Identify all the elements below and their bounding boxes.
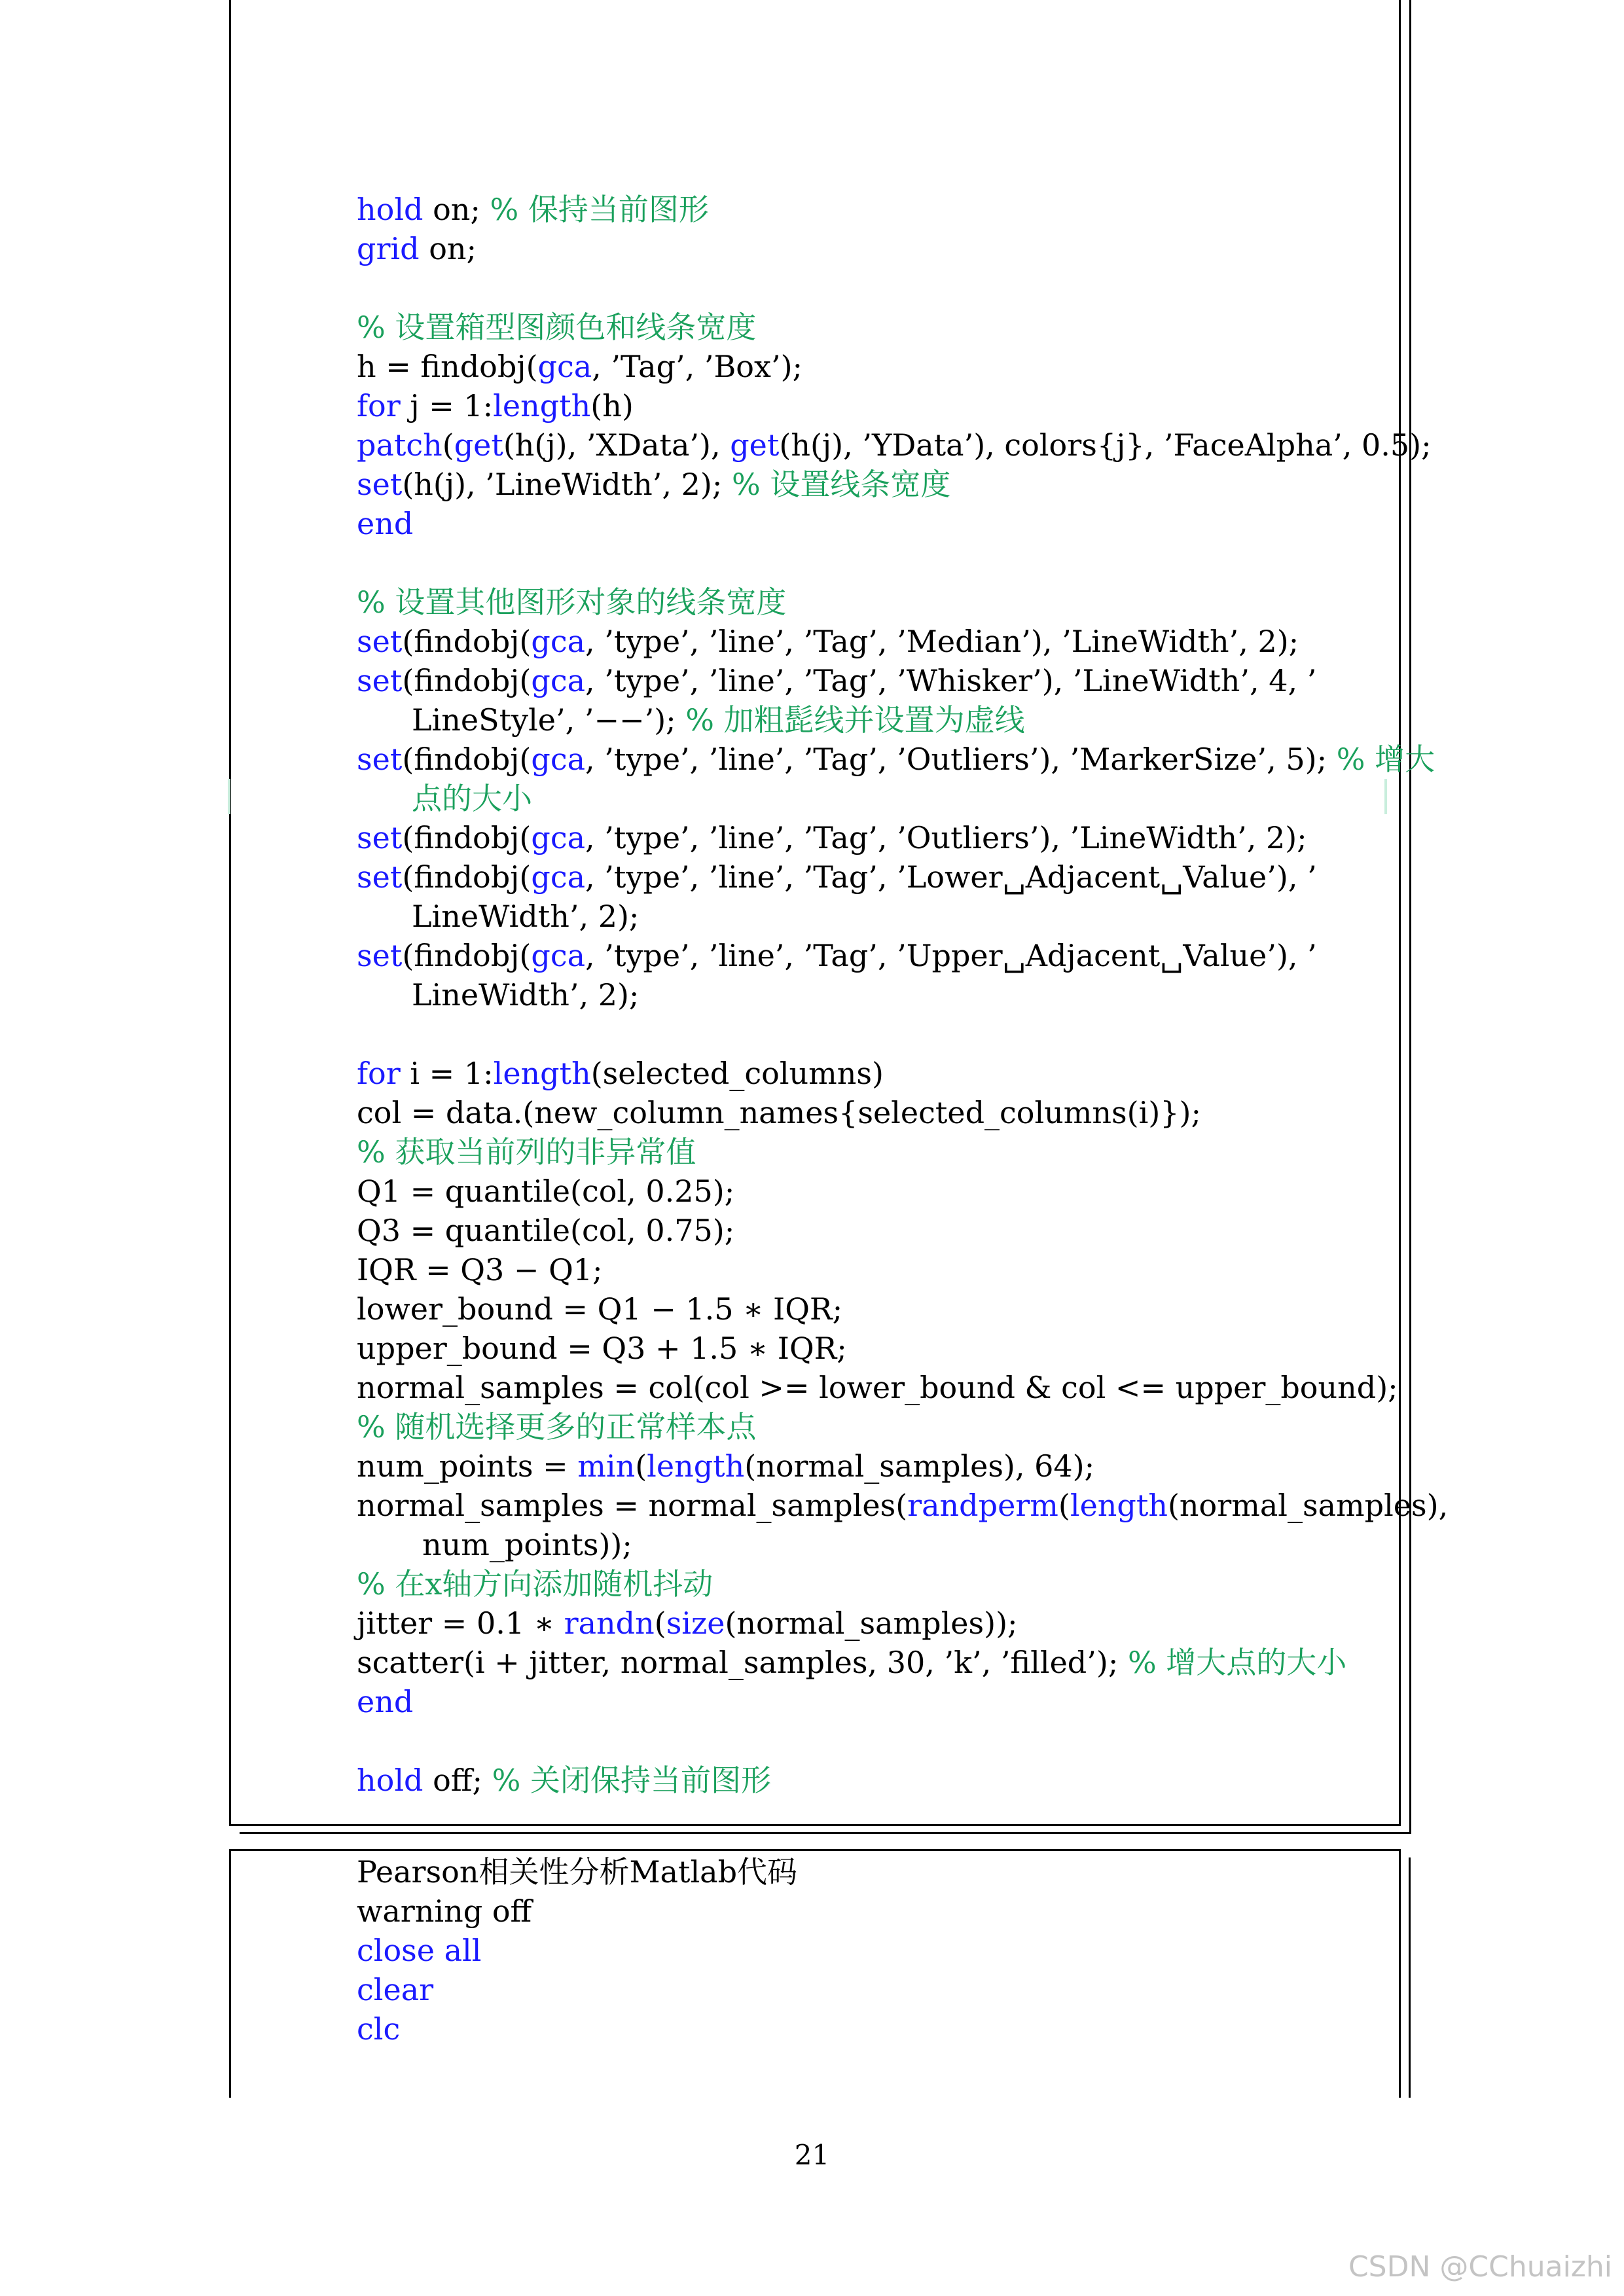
code-line <box>357 1054 1384 1093</box>
code-line <box>357 1852 1384 1892</box>
code-listing-pearson <box>357 1852 1384 2049</box>
code-line <box>357 1970 1384 2009</box>
margin-mark-right <box>1384 779 1387 814</box>
code-keyword: hold <box>357 192 424 227</box>
code-comment: % 设置线条宽度 <box>731 467 951 502</box>
code-text: on; <box>419 231 477 266</box>
code-line <box>357 857 1384 897</box>
code-comment: % 加粗髭线并设置为虚线 <box>685 702 1025 738</box>
code-line <box>357 1931 1384 1970</box>
code-listing-boxplot <box>357 190 1449 1800</box>
code-comment: 点的大小 <box>412 781 532 816</box>
code-text: (findobj( <box>402 820 532 855</box>
code-keyword: set <box>357 663 403 698</box>
code-keyword: get <box>454 427 503 463</box>
code-text: , ’type’, ’line’, ’Tag’, ’Lower␣Adjacent␣Value’), ’ <box>585 859 1317 895</box>
code-line <box>357 1132 1384 1172</box>
code-keyword: gca <box>531 663 586 698</box>
code-keyword: gca <box>531 859 586 895</box>
code-line <box>357 347 1384 386</box>
code-text: , ’type’, ’line’, ’Tag’, ’Outliers’), ’LineWidth’, 2); <box>585 820 1307 855</box>
blank-line <box>357 1721 1384 1761</box>
code-keyword: min <box>577 1448 636 1484</box>
code-comment: % 增大 <box>1336 742 1435 777</box>
code-text: lower_bound = Q1 − 1.5 ∗ IQR; <box>357 1291 843 1327</box>
code-line <box>357 465 1384 504</box>
code-keyword: gca <box>531 938 586 973</box>
code-text: (findobj( <box>402 742 532 777</box>
code-keyword: length <box>493 1056 591 1091</box>
code-line <box>357 1172 1384 1211</box>
code-keyword: hold <box>357 1763 424 1798</box>
code-text: (h(j), ’LineWidth’, 2); <box>402 467 732 502</box>
code-text: ( <box>654 1605 666 1641</box>
code-text: IQR = Q3 − Q1; <box>357 1252 603 1287</box>
code-keyword: gca <box>531 624 586 659</box>
code-text: num_points)); <box>422 1527 632 1562</box>
code-text: Q1 = quantile(col, 0.25); <box>357 1174 735 1209</box>
page-number: 21 <box>794 2139 830 2171</box>
code-line <box>357 818 1384 857</box>
code-text: LineStyle’, ’−−’); <box>412 702 686 738</box>
code-text: scatter(i + jitter, normal_samples, 30, ’k’, ’filled’); <box>357 1645 1128 1680</box>
code-keyword: set <box>357 624 403 659</box>
code-text: ( <box>1058 1488 1070 1523</box>
code-line <box>357 190 1384 229</box>
code-keyword: size <box>666 1605 725 1641</box>
code-comment: % 设置其他图形对象的线条宽度 <box>357 584 787 620</box>
code-keyword: end <box>357 1684 414 1719</box>
code-line <box>357 1525 1384 1564</box>
code-text: (h(j), ’YData’), colors{j}, ’FaceAlpha’, 0.5); <box>779 427 1432 463</box>
code-text: on; <box>423 192 490 227</box>
code-keyword: patch <box>357 427 442 463</box>
code-keyword: gca <box>537 349 592 384</box>
code-text: Q3 = quantile(col, 0.75); <box>357 1213 735 1248</box>
code-keyword: set <box>357 742 403 777</box>
code-text: ( <box>442 427 454 463</box>
code-comment: % 增大点的大小 <box>1127 1645 1347 1680</box>
code-text: , ’type’, ’line’, ’Tag’, ’Outliers’), ’MarkerSize’, 5); <box>585 742 1337 777</box>
code-text: normal_samples = normal_samples( <box>357 1488 908 1523</box>
code-line <box>357 1329 1384 1368</box>
code-keyword: set <box>357 859 403 895</box>
code-text: , ’Tag’, ’Box’); <box>592 349 803 384</box>
code-text: (findobj( <box>402 624 532 659</box>
code-line <box>357 936 1384 975</box>
code-keyword: randn <box>564 1605 655 1641</box>
code-comment: % 保持当前图形 <box>490 192 709 227</box>
code-keyword: grid <box>357 231 420 266</box>
code-text: (h(j), ’XData’), <box>503 427 731 463</box>
code-line <box>357 2009 1384 2049</box>
code-line <box>357 740 1435 779</box>
code-text: jitter = 0.1 ∗ <box>357 1605 564 1641</box>
code-text: LineWidth’, 2); <box>412 899 640 934</box>
code-comment: % 随机选择更多的正常样本点 <box>357 1409 757 1444</box>
code-keyword: clear <box>357 1972 434 2007</box>
code-text: (selected_columns) <box>590 1056 884 1091</box>
code-keyword: clc <box>357 2011 401 2047</box>
code-line <box>357 1643 1384 1682</box>
code-line <box>357 1486 1449 1525</box>
code-keyword: length <box>647 1448 745 1484</box>
code-line <box>357 975 1384 1014</box>
code-text: (normal_samples), <box>1167 1488 1449 1523</box>
code-comment: % 获取当前列的非异常值 <box>357 1134 696 1170</box>
code-text: off; <box>423 1763 492 1798</box>
code-line <box>357 700 1384 740</box>
code-line <box>357 661 1384 700</box>
code-keyword: length <box>1070 1488 1168 1523</box>
code-keyword: gca <box>531 820 586 855</box>
code-line <box>357 583 1384 622</box>
code-line <box>357 504 1384 543</box>
code-line <box>357 897 1384 936</box>
code-keyword: close all <box>357 1933 482 1968</box>
code-keyword: length <box>493 388 591 423</box>
code-line <box>357 1211 1384 1250</box>
code-text: , ’type’, ’line’, ’Tag’, ’Upper␣Adjacent␣Value’), ’ <box>585 938 1317 973</box>
code-text: (findobj( <box>402 859 532 895</box>
code-text: ( <box>635 1448 647 1484</box>
code-line <box>357 1604 1384 1643</box>
blank-line <box>357 543 1384 583</box>
code-line <box>357 229 1384 268</box>
code-text: j = 1: <box>400 388 494 423</box>
margin-mark-left <box>228 779 230 814</box>
code-comment: % 关闭保持当前图形 <box>492 1763 771 1798</box>
code-text: , ’type’, ’line’, ’Tag’, ’Median’), ’LineWidth’, 2); <box>585 624 1299 659</box>
code-text: (normal_samples), 64); <box>744 1448 1095 1484</box>
code-text: LineWidth’, 2); <box>412 977 640 1013</box>
code-text: warning off <box>357 1893 532 1929</box>
watermark: CSDN @CChuaizhi <box>1348 2250 1612 2284</box>
code-text: normal_samples = col(col >= lower_bound & col <= upper_bound); <box>357 1370 1398 1405</box>
code-line <box>357 622 1384 661</box>
code-keyword: set <box>357 938 403 973</box>
code-keyword: randperm <box>907 1488 1058 1523</box>
code-keyword: set <box>357 820 403 855</box>
code-line <box>357 1446 1384 1486</box>
code-text: (findobj( <box>402 938 532 973</box>
code-text: h = findobj( <box>357 349 538 384</box>
code-comment: % 设置箱型图颜色和线条宽度 <box>357 310 757 345</box>
code-line <box>357 779 1384 818</box>
code-line <box>357 1368 1398 1407</box>
code-line <box>357 1892 1384 1931</box>
code-line <box>357 1289 1384 1329</box>
listing-frame-2-shadow <box>1409 1857 1411 2098</box>
code-text: , ’type’, ’line’, ’Tag’, ’Whisker’), ’LineWidth’, 4, ’ <box>585 663 1317 698</box>
code-line <box>357 1564 1384 1604</box>
code-text: upper_bound = Q3 + 1.5 ∗ IQR; <box>357 1331 847 1366</box>
code-keyword: get <box>730 427 780 463</box>
code-keyword: for <box>357 388 401 423</box>
code-text: (findobj( <box>402 663 532 698</box>
code-text: (normal_samples)); <box>725 1605 1018 1641</box>
code-text: (h) <box>590 388 634 423</box>
blank-line <box>357 1014 1384 1054</box>
code-keyword: gca <box>531 742 586 777</box>
code-line <box>357 386 1384 425</box>
code-keyword: end <box>357 506 414 541</box>
code-line <box>357 1093 1384 1132</box>
code-text: col = data.(new_column_names{selected_columns(i)}); <box>357 1095 1201 1130</box>
code-line <box>357 1407 1384 1446</box>
code-keyword: for <box>357 1056 401 1091</box>
code-comment: % 在x轴方向添加随机抖动 <box>357 1566 713 1602</box>
code-text: Pearson相关性分析Matlab代码 <box>357 1854 798 1890</box>
code-line <box>357 1761 1384 1800</box>
code-line <box>357 1250 1384 1289</box>
code-text: i = 1: <box>400 1056 494 1091</box>
code-line <box>357 1682 1384 1721</box>
code-keyword: set <box>357 467 403 502</box>
code-line <box>357 425 1432 465</box>
blank-line <box>357 268 1384 308</box>
code-text: num_points = <box>357 1448 578 1484</box>
code-line <box>357 308 1384 347</box>
